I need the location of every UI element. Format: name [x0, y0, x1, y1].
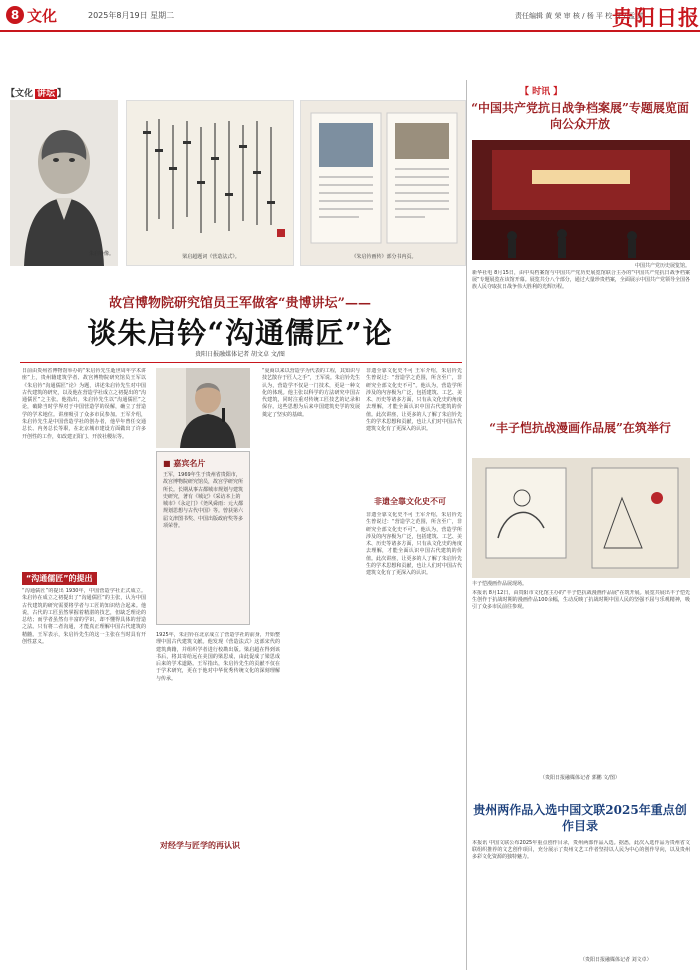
guest-profile-body: 王军，1969年生于贵州省贵阳市，故宫博物院研究馆员，故宫学研究所所长。长期从事古都城市规划与建筑史研究，著有《城记》《采访本上的城市》《永定门》《尧风舜雨：元大都规划思想与古代中国》等。曾获第六届文津图书奖、中国出版政府奖等多项荣誉。 [163, 472, 244, 530]
column-divider [466, 80, 467, 970]
portrait-photo [10, 100, 118, 266]
article-byline: 贵阳日报融媒体记者 胡文卓 文/图 [195, 351, 285, 358]
news-body-2: 本报讯 8月12日，由贵阳市文化馆主办的“丰子恺抗战漫画作品展”在筑开展。展览共展出丰子恺先生创作于抗战时期的漫画作品100余幅，生动反映了抗战时期中国人民的坚强不屈与乐观精神，吸引了众多市民前往参观。 [472, 590, 690, 611]
news-body-1: 新华社电 8月15日，由中央档案馆与中国共产党历史展览馆联合主办的“中国共产党抗日战争档案展”专题展览在该馆开幕。展览共分八个部分，通过大量珍贵档案，全面展示中国共产党领导全国各族人民夺取抗日战争伟大胜利的光辉历程。 [472, 270, 690, 291]
article-column-4: “夏商以来以营造学为代表的工程，其知识与技艺散存于匠人之手”，王军说。朱启钤先生认为，营造学不仅是一门技术，更是一种文化的体现。他主张以科学的方法研究中国古代建筑，同时注重对传统工匠技艺的记录和保存。这些思想为后来中国建筑史学的发展奠定了坚实的基础。 [262, 368, 360, 418]
article-title: 谈朱启钤“沟通儒匠”论 [87, 316, 393, 350]
news-tag: 【 时讯 】 [520, 87, 563, 97]
article-column-5-cont: 非遗全靠文化史不可 王军介绍，朱启钤先生曾说过：“营造学之范围，所含至广，非研究全部文化史不可”。他认为，营造学所涉及的内容极为广泛，包括建筑、工艺、美术、历史等诸多方面，只有从文化史的角度去理解，才能全面认识中国古代建筑的价值。此次讲座，让更多的人了解了朱启钤先生的学术思想和贡献，也让人们对中国古代建筑文化有了更深入的认识。 [366, 512, 462, 577]
headline-rule [20, 362, 462, 363]
exhibition-drawing [472, 140, 690, 260]
photo-caption: 朱启钤像。 [88, 251, 114, 257]
cartoon-exhibit-caption: 丰子恺漫画作品展现场。 [472, 581, 528, 587]
photo-caption: 《朱启钤画传》部分书内页。 [351, 254, 417, 260]
calligraphy-photo [126, 100, 294, 266]
news-body-3: 本报讯 中国文联公布2025年重点创作目录，贵州两部作品入选。据悉，此次入选作品为贵州省文联组织推荐的文艺创作项目，充分展示了贵州文艺工作者坚持以人民为中心的创作导向，以及贵州多彩文化资源的独特魅力。 [472, 840, 690, 861]
exhibition-caption: 中国共产党历史展览馆。 [634, 263, 690, 269]
section-title: 文化 [27, 7, 58, 25]
column-tag-name: 讲坛 [37, 89, 56, 99]
news-headline-1: “中国共产党抗日战争档案展”专题展览面向公众开放 [471, 101, 689, 131]
subhead-1: “沟通儒匠”的提出 [22, 572, 97, 585]
article-kicker: 故宫博物院研究馆员王军做客“贵博讲坛”—— [109, 296, 371, 311]
news-headline-3: 贵州两作品入选中国文联2025年重点创作目录 [473, 803, 687, 833]
speaker-photo [156, 368, 250, 448]
newspaper-logo: 贵阳日报 [612, 5, 700, 30]
issue-date: 2025年8月19日 星期二 [88, 11, 175, 20]
article-column-3: 1925年，朱启钤在北京成立了营造学社的前身，开始整理中国古代建筑文献。他发现《营造法式》这部宋代的建筑典籍，并组织学者进行校勘出版。梁启超在得到该书后，将其寄给远在美国的梁思成，由此促成了梁思成后来的学术道路。王军指出，朱启钤先生的贡献不仅在于学术研究，更在于他对中华优秀传统文化的深刻理解与传承。 [156, 632, 280, 682]
news-credit-3: （贵阳日报融媒体记者 刘文卓） [580, 957, 652, 963]
guest-profile-title: ■ 嘉宾名片 [163, 459, 206, 468]
guest-profile-box [156, 451, 250, 625]
book-pages-drawing [301, 101, 466, 251]
portrait-drawing [10, 100, 118, 266]
article-column-1: 日前由贵州省博物馆举办的“朱启钤先生逝世周年学术讲座”上，贵州籍建筑学者、故宫博物院研究馆员王军以《朱启钤“沟通儒匠”论》为题，讲述朱启钤先生对中国古代建筑的研究，以及他在营造学社成立之初提出的“沟通儒匠”之主张。他指出，朱启钤先生以“沟通儒匠”之论，破除当时学界对于中国营造学的误解，确立了营造学的学术地位。讲座吸引了众多市民参加。王军介绍，朱启钤先生是中国营造学社的创办者，他早年曾任交通总长、内务总长等职，在北京城市建设方面做出了许多开创性的工作，如改建正阳门、开放社稷坛等。 [22, 368, 146, 440]
column-tag-prefix: 文化 [15, 89, 34, 99]
article-column-2: “沟通儒匠”的提出 1930年，中国营造学社正式成立。朱启钤在成立之初提出了“沟通儒匠”的主张，认为中国古代建筑的研究需要将学者与工匠的知识结合起来。他说，古代的工匠虽然掌握着精湛的技艺，但缺乏理论的总结；而学者虽然有丰富的学识，却不懂得具体的营造之法。只有将二者沟通，才能真正理解中国古代建筑的精髓。王军表示，朱启钤先生的这一主张在当时具有开创性意义。 [22, 588, 146, 646]
news-credit-2: （贵阳日报融媒体记者 郭鹏 文/图） [540, 775, 620, 781]
book-pages-photo [300, 100, 466, 266]
cartoon-exhibit-drawing [472, 458, 690, 578]
calligraphy-drawing [127, 101, 294, 251]
news-headline-2: “丰子恺抗战漫画作品展”在筑举行 [489, 421, 671, 435]
news-tag-label: 时讯 [532, 87, 551, 97]
subhead-3: 对经学与匠学的再认识 [160, 841, 240, 850]
page-header [0, 0, 700, 32]
speaker-drawing [156, 368, 250, 448]
page-number: 8 [6, 6, 24, 24]
subhead-2: 非遗全靠文化史不可 [374, 497, 446, 506]
cartoon-exhibit-photo [472, 458, 690, 578]
exhibition-photo [472, 140, 690, 260]
column-tag: 【文化 讲坛 】 [6, 89, 67, 99]
photo-caption: 梁启超题词《营造法式》。 [182, 254, 240, 260]
editor-credits: 责任编辑 黄 荣 审 核 / 杨 平 校 对 / 孟 婷 [515, 12, 645, 20]
article-column-5: 非遗全靠文化史不可 王军介绍，朱启钤先生曾说过：“营造学之范围，所含至广，非研究全部文化史不可”。他认为，营造学所涉及的内容极为广泛，包括建筑、工艺、美术、历史等诸多方面，只有从文化史的角度去理解，才能全面认识中国古代建筑的价值。此次讲座，让更多的人了解了朱启钤先生的学术思想和贡献，也让人们对中国古代建筑文化有了更深入的认识。 [366, 368, 462, 433]
